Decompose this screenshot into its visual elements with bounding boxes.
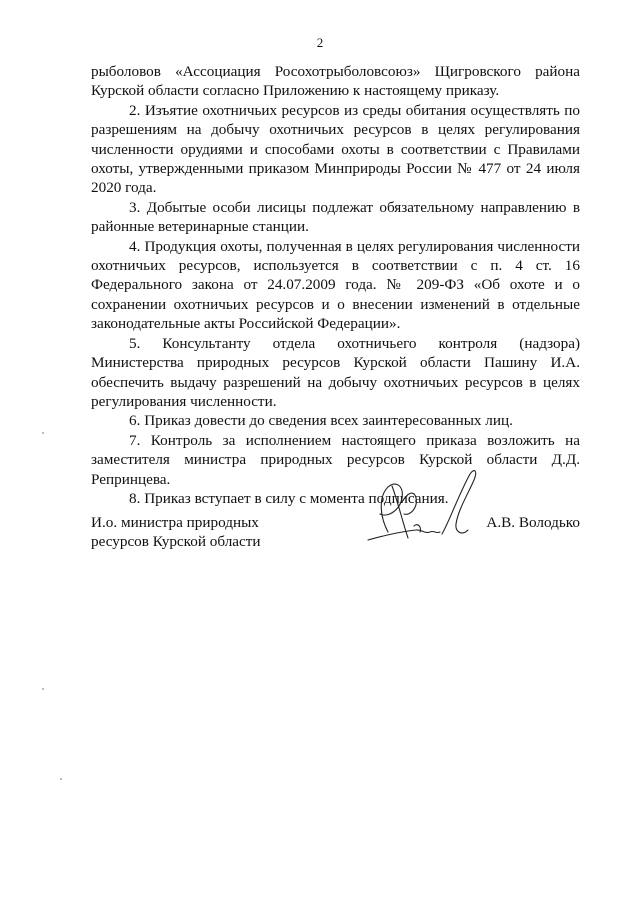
scan-speck [42,688,44,690]
scan-speck [42,432,44,434]
document-body [91,62,580,508]
signatory-position-line-1: И.о. министра природных [91,514,259,531]
scan-speck [60,778,62,780]
page-number: 2 [316,35,324,50]
paragraph-item-6: 6. Приказ довести до сведения всех заинтересованных лиц. [129,412,513,430]
handwritten-signature [358,462,488,552]
paragraph-item-3: 3. Добытые особи лисицы подлежат обязательному направлению в районные ветеринарные станции. [91,198,580,236]
paragraph-item-8: 8. Приказ вступает в силу с момента подписания. [129,489,449,507]
paragraph-item-2: 2. Изъятие охотничьих ресурсов из среды обитания осуществлять по разрешениям на добычу охотничьих ресурсов в целях регулирования численности орудиями и способами охоты в соответствии с Правилами охоты, утвержденными приказом Минприроды России № 477 от 24 июля 2020 года. [91,101,580,197]
signatory-name: А.В. Володько [486,514,580,531]
paragraph-item-5: 5. Консультанту отдела охотничьего контроля (надзора) Министерства природных ресурсов Курской области Пашину И.А. обеспечить выдачу разрешений на добычу охотничьих ресурсов в целях регулирования численности. [91,334,580,410]
paragraph-continuation: рыболовов «Ассоциация Росохотрыболовсоюз» Щигровского района Курской области согласно Приложению к настоящему приказу. [91,63,580,100]
signatory-position [91,513,311,552]
paragraph-item-7: 7. Контроль за исполнением настоящего приказа возложить на заместителя министра природных ресурсов Курской области Д.Д. Репринцева. [91,431,580,488]
paragraph-item-4: 4. Продукция охоты, полученная в целях регулирования численности охотничьих ресурсов, используется в соответствии с п. 4 ст. 16 Федерального закона от 24.07.2009 года. № 209-ФЗ «Об охоте и о сохранении охотничьих ресурсов и о внесении изменений в отдельные законодательные акты Российской Федерации». [91,237,580,333]
signatory-position-line-2: ресурсов Курской области [91,533,261,551]
